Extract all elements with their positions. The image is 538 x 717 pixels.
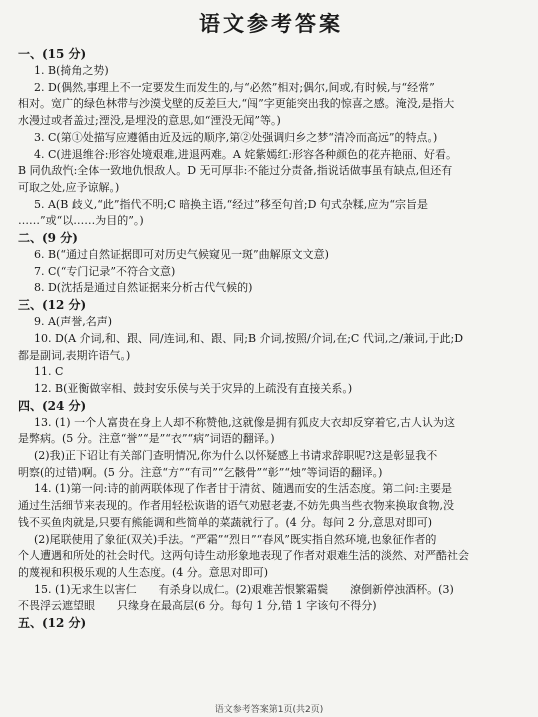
answer-continuation-line: 可取之处,应予谅解。) [18, 180, 120, 194]
answer-continuation-line: 都是副词,表期许语气。) [18, 348, 131, 362]
answer-line: 8. D(沈括是通过自然证据来分析古代气候的) [34, 281, 253, 295]
section-heading: 一、(15 分) [18, 47, 87, 61]
answer-line: (2)我)正下诏让有关部门查明情况,你为什么以怀疑感上书请求辞职呢?这是彰显我不 [34, 449, 438, 463]
answer-line: 10. D(A 介词,和、跟、同/连词,和、跟、同;B 介词,按照/介词,在;C 代词,之/兼词,于此;D [34, 331, 464, 345]
answer-continuation-line: 的蔑视和积极乐观的人生态度。(4 分。意思对即可) [18, 565, 269, 579]
answer-line: 14. (1)第一问:诗的前两联体现了作者甘于清贫、随遇而安的生活态度。第二问:主要是 [34, 482, 452, 496]
answer-continuation-line: 明察(的过错)啊。(5 分。注意“方”“有司”“乞骸骨”“彰”“烛”等词语的翻译。) [18, 465, 383, 479]
page-footer: 语文参考答案第1页(共2页) [214, 705, 324, 715]
answer-continuation-line: 钱不买鱼肉就是,只要有熊能调和些简单的菜蔬就行了。(4 分。每问 2 分,意思对即可) [18, 515, 433, 529]
answer-line: 12. B(亚衡做宰相、鼓封安乐侯与关于灾异的上疏没有直接关系。) [34, 381, 353, 395]
answer-line: 3. C(第①处描写应遵循由近及远的顺序,第②处强调归乡之梦“清冷而高远”的特点。) [34, 130, 438, 144]
answer-line: 1. B(掎角之势) [34, 64, 109, 77]
answer-line: 7. C(“专门记录”不符合文意) [34, 264, 176, 278]
answer-line: 5. A(B 歧义,“此”指代不明;C 暗换主语,“经过”移至句首;D 句式杂糅,应为“宗旨是 [34, 197, 429, 211]
answer-continuation-line: 相对。宽广的绿色林带与沙漠戈壁的反差巨大,“闯”字更能突出我的惊喜之感。淹没,是指大 [18, 97, 455, 111]
answer-line: 11. C [34, 365, 64, 379]
section-heading: 四、(24 分) [18, 398, 87, 413]
answer-line: 4. C(进退维谷:形容处境艰难,进退两难。A 姹紫嫣红:形容各种颜色的花卉艳丽、好看。 [34, 147, 458, 161]
answer-continuation-line: 个人遭遇和所处的社会时代。这两句诗生动形象地表现了作者对艰难生活的淡然、对严酷社会 [18, 549, 469, 563]
answer-continuation-line: 水漫过或者盖过;湮没,是埋没的意思,如“湮没无闻”等。) [18, 114, 281, 128]
answer-continuation-line: B 同仇敌忾:全体一致地仇恨敌人。D 无可厚非:不能过分责备,指说话做事虽有缺点,但还有 [18, 164, 453, 178]
page-title: 语文参考答案 [199, 12, 343, 36]
answer-content [18, 46, 524, 632]
answer-continuation-line: 不畏浮云遮望眼 只缘身在最高层(6 分。每句 1 分,错 1 字该句不得分) [18, 599, 377, 613]
section-heading: 三、(12 分) [18, 298, 87, 313]
answer-line: 6. B(“通过自然证据即可对历史气候窥见一斑”曲解原文文意) [34, 248, 329, 262]
section-heading: 二、(9 分) [18, 231, 78, 246]
answer-line: 2. D(偶然,事理上不一定要发生而发生的,与“必然”相对;偶尔,间或,有时候,与“经常” [34, 80, 435, 94]
section-heading: 五、(12 分) [18, 616, 87, 631]
answer-line: 13. (1) 一个人富贵在身上人却不称赞他,这就像是拥有狐皮大衣却反穿着它,古人认为这 [34, 415, 456, 429]
answer-continuation-line: 是弊病。(5 分。注意“誉”“是”“衣”“病”词语的翻译。) [18, 432, 275, 446]
answer-line: 9. A(声誉,名声) [34, 315, 113, 329]
answer-line: (2)尾联使用了象征(双关)手法。“严霜”“烈日”“春风”既实指自然环境,也象征作者的 [34, 532, 437, 546]
answer-continuation-line: 通过生活细节来表现的。作者用轻松诙谐的语气劝慰老妻,不妨先典当些衣物来换取食物,没 [18, 499, 454, 513]
answer-continuation-line: ……”或“以……为目的”。) [18, 214, 144, 228]
answer-line: 15. (1)无求生以害仁 有杀身以成仁。(2)艰难苦恨繁霜鬓 潦倒新停浊酒杯。(3) [34, 582, 454, 596]
